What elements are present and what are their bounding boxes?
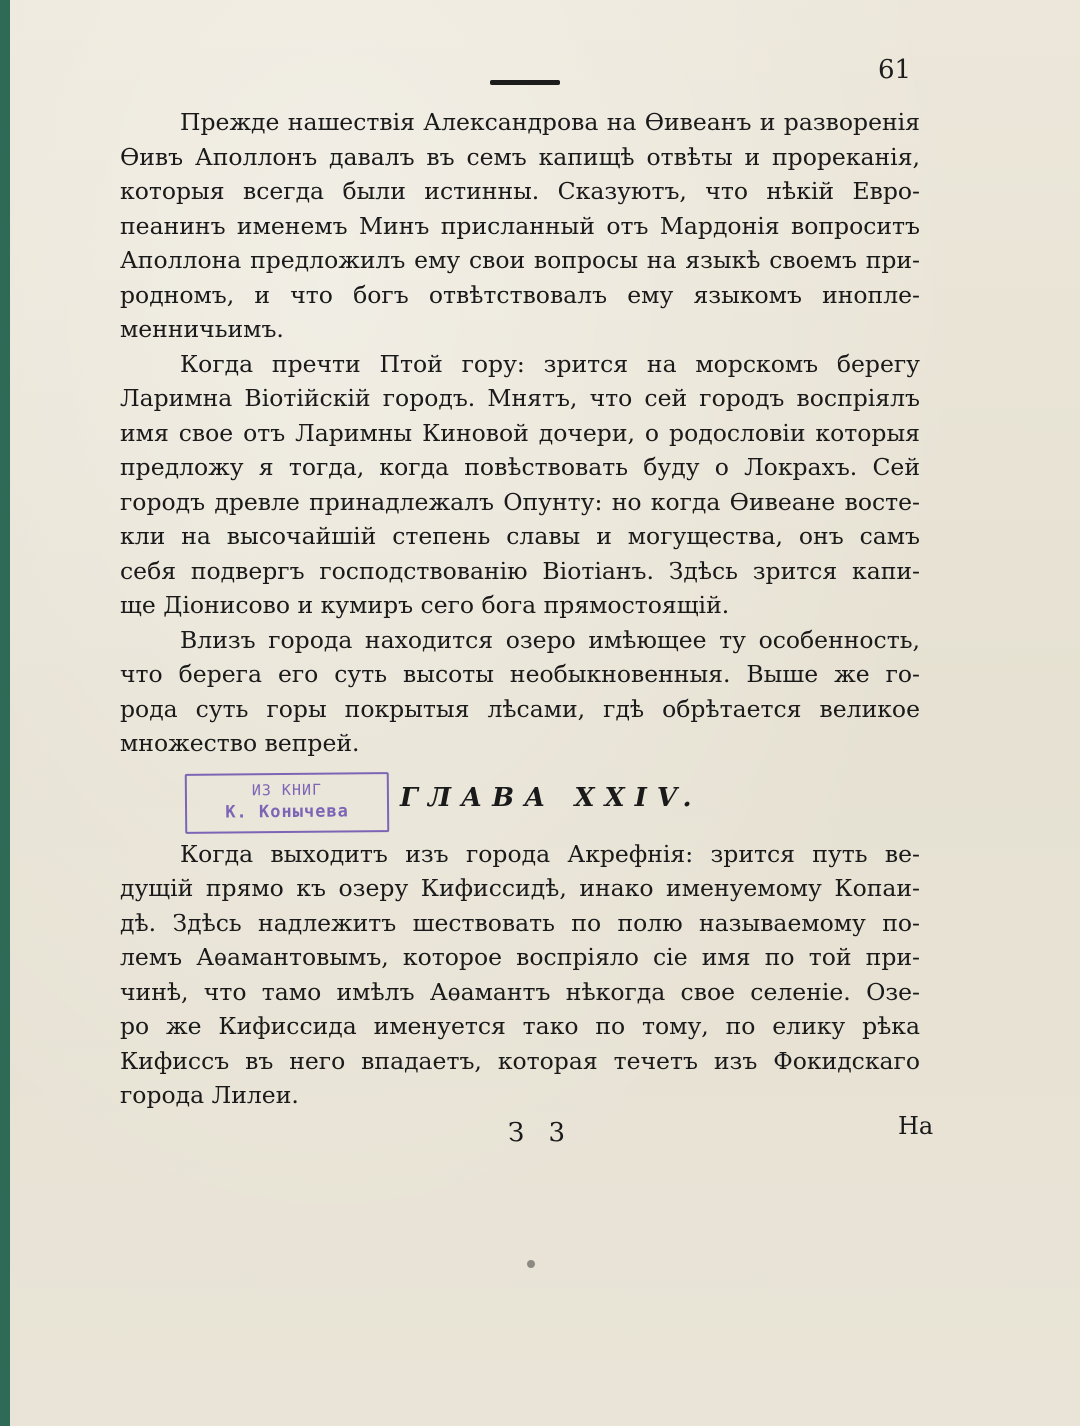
text-line: родномъ, и что богъ отвѣтствовалъ ему языкомъ иноплe-: [120, 280, 920, 309]
text-line: чинѣ, что тамо имѣлъ Аѳамантъ нѣкогда свое селеніе. Озе-: [120, 977, 920, 1006]
text-line: рода суть горы покрытыя лѣсами, гдѣ обрѣтается великое: [120, 694, 920, 723]
chapter-title: ГЛАВА XXIV.: [400, 782, 702, 813]
library-stamp: [185, 772, 390, 834]
text-line: Аполлона предложилъ ему свои вопросы на языкѣ своемъ при-: [120, 246, 920, 274]
text-line: дѣ. Здѣсь надлежитъ шествовать по полю называемому по-: [120, 908, 920, 937]
text-line: Когда пречти Птой гору: зрится на морскомъ берегу: [180, 349, 920, 378]
text-line: что берега его суть высоты необыкновенныя. Выше же го-: [120, 660, 920, 688]
text-line: которыя всегда были истинны. Сказуютъ, что нѣкій Евро-: [120, 177, 920, 205]
text-line: лемъ Аѳамантовымъ, которое воспріяло сіе имя по той при-: [120, 943, 920, 971]
text-line: Когда выходитъ изъ города Акрефнія: зрится путь ве-: [180, 839, 920, 868]
text-line: Кифиссъ въ него впадаетъ, которая течетъ изъ Фокидскаго: [120, 1046, 920, 1075]
chapter-heading-row: [120, 773, 920, 837]
text-line: кли на высочайшій степень славы и могущества, онъ самъ: [120, 522, 920, 550]
paragraph-2: [120, 347, 920, 623]
text-line: Влизъ города находится озеро имѣющее ту особенность,: [180, 625, 920, 654]
text-line: городъ древле принадлежалъ Опунту: но когда Ѳивеане востe-: [120, 487, 920, 516]
paragraph-1: [120, 105, 920, 347]
text-line: города Лилеи.: [120, 1081, 299, 1109]
paragraph-4: [120, 837, 920, 1113]
catchword: На: [898, 1112, 934, 1140]
text-line: менничьимъ.: [120, 315, 284, 343]
stamp-line-2: К. Конычева: [225, 800, 349, 823]
text-line: ро же Кифиссида именуется тако по тому, по елику рѣка: [120, 1012, 920, 1040]
paper-spot: [527, 1260, 535, 1268]
text-line: предложу я тогда, когда повѣствовать буду о Локрахъ. Сей: [120, 453, 920, 481]
page-number: 61: [878, 55, 912, 85]
text-line: множество вепрей.: [120, 729, 360, 757]
text-line: пеанинъ именемъ Минъ присланный отъ Мардонія вопроситъ: [120, 211, 920, 240]
text-line: Прежде нашествія Александрова на Ѳивеанъ и разворенія: [180, 108, 920, 136]
body-text: [120, 105, 920, 1113]
paragraph-3: [120, 623, 920, 761]
text-line: себя подвергъ господствованію Віотіанъ. Здѣсь зрится капи-: [120, 556, 920, 585]
header-rule: [490, 80, 560, 85]
stamp-line-1: ИЗ КНИГ: [251, 780, 323, 799]
text-line: Ларимна Віотійскій городъ. Мнятъ, что сей городъ воспріялъ: [120, 384, 920, 412]
text-line: ще Діонисово и кумиръ сего бога прямостоящій.: [120, 591, 730, 619]
text-line: дущій прямо къ озеру Кифиссидѣ, инако именуемому Копаи-: [120, 874, 920, 902]
signature-mark: З 3: [508, 1118, 574, 1148]
text-line: имя свое отъ Ларимны Киновой дочери, о родословіи которыя: [120, 418, 920, 447]
text-line: Ѳивъ Аполлонъ давалъ въ семъ капищѣ отвѣты и прореканія,: [120, 142, 920, 171]
